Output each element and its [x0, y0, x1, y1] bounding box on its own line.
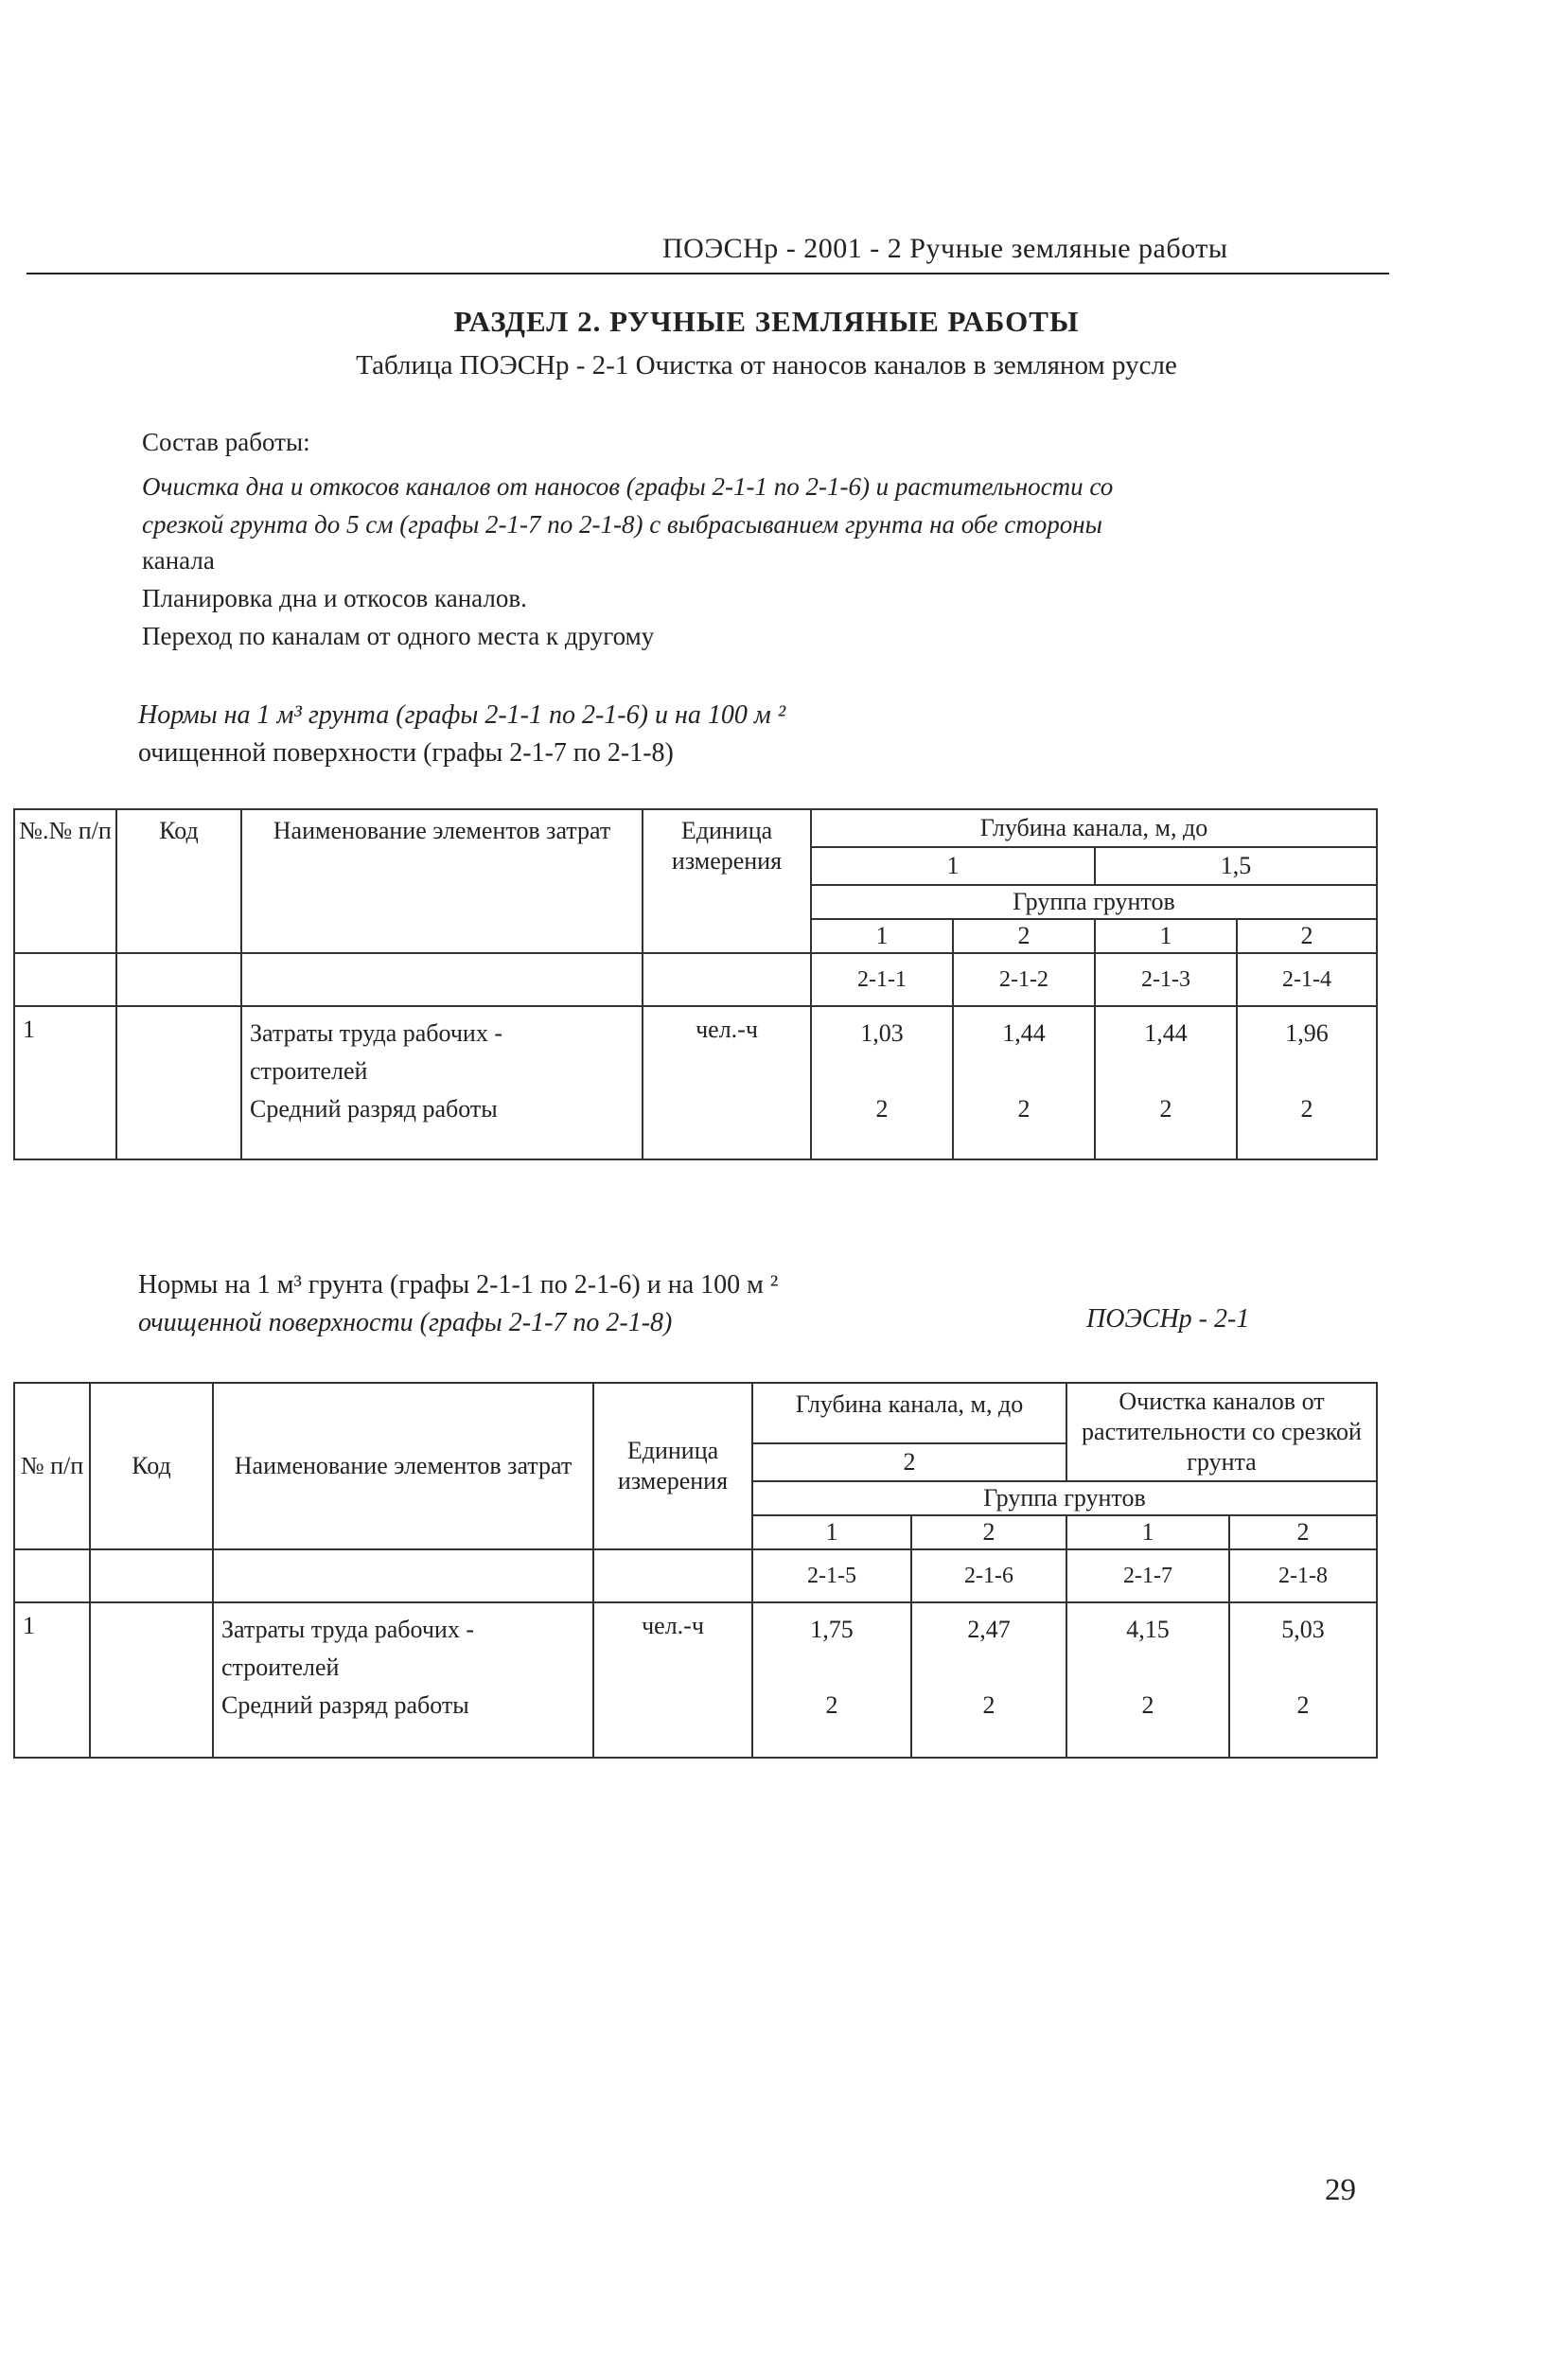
row-num: 1	[14, 1006, 116, 1159]
row-name-line: строителей	[221, 1654, 340, 1681]
col-header-name: Наименование элементов затрат	[213, 1383, 593, 1549]
column-code: 2-1-3	[1095, 953, 1237, 1006]
labor-value: 1,44	[1002, 1019, 1046, 1047]
table1-norms-line: Нормы на 1 м³ грунта (графы 2-1-1 по 2-1-6) и на 100 м ²	[138, 700, 786, 730]
row-value-cell	[1095, 1006, 1237, 1159]
grade-value: 2	[1017, 1095, 1031, 1123]
row-value-cell	[752, 1602, 911, 1758]
table2-code: ПОЭСНр - 2-1	[1086, 1304, 1250, 1334]
work-composition-line: канала	[142, 546, 215, 575]
row-value-cell	[911, 1602, 1066, 1758]
header-rule	[26, 273, 1389, 274]
section-title: РАЗДЕЛ 2. РУЧНЫЕ ЗЕМЛЯНЫЕ РАБОТЫ	[453, 305, 1080, 338]
labor-value: 2,47	[967, 1616, 1011, 1643]
depth-header: Глубина канала, м, до	[752, 1383, 1066, 1443]
row-code	[116, 1006, 241, 1159]
soil-group: 1	[811, 919, 953, 953]
table2-norms-line: Нормы на 1 м³ грунта (графы 2-1-1 по 2-1-6) и на 100 м ²	[138, 1270, 779, 1300]
soil-group: 1	[1066, 1515, 1229, 1549]
row-value-cell	[1066, 1602, 1229, 1758]
soil-group: 1	[752, 1515, 911, 1549]
table2-norms-line: очищенной поверхности (графы 2-1-7 по 2-1-8)	[138, 1308, 673, 1337]
row-value-cell	[1237, 1006, 1377, 1159]
soil-group: 2	[1237, 919, 1377, 953]
row-code	[90, 1602, 213, 1758]
row-value-cell	[811, 1006, 953, 1159]
depth-value: 2	[752, 1443, 1066, 1481]
column-code: 2-1-5	[752, 1549, 911, 1602]
col-header-code: Код	[116, 809, 241, 953]
row-name-line: Затраты труда рабочих -	[221, 1616, 474, 1643]
grade-value: 2	[1141, 1691, 1154, 1719]
row-name-line: Средний разряд работы	[250, 1095, 498, 1123]
grade-value: 2	[1300, 1095, 1313, 1123]
row-name	[213, 1602, 593, 1758]
row-name-line: Затраты труда рабочих -	[250, 1019, 502, 1047]
soil-group: 2	[1229, 1515, 1377, 1549]
table1-norms-line: очищенной поверхности (графы 2-1-7 по 2-1-8)	[138, 738, 674, 768]
labor-value: 1,75	[810, 1616, 854, 1643]
column-code: 2-1-6	[911, 1549, 1066, 1602]
column-code: 2-1-7	[1066, 1549, 1229, 1602]
work-composition-line: Переход по каналам от одного места к другому	[142, 622, 655, 650]
row-num: 1	[14, 1602, 90, 1758]
page-number: 29	[1325, 2173, 1356, 2207]
row-value-cell	[1229, 1602, 1377, 1758]
col-header-unit: Единица измерения	[643, 809, 811, 953]
soil-group: 2	[911, 1515, 1066, 1549]
col-header-num: № п/п	[14, 1383, 90, 1549]
soil-group: 1	[1095, 919, 1237, 953]
grade-value: 2	[1159, 1095, 1172, 1123]
labor-value: 1,03	[860, 1019, 904, 1047]
labor-value: 4,15	[1126, 1616, 1170, 1643]
row-name	[241, 1006, 643, 1159]
col-header-code: Код	[90, 1383, 213, 1549]
row-value-cell	[953, 1006, 1095, 1159]
soil-group: 2	[953, 919, 1095, 953]
col-header-name: Наименование элементов затрат	[241, 809, 643, 953]
column-code: 2-1-4	[1237, 953, 1377, 1006]
work-composition-line: Планировка дна и откосов каналов.	[142, 584, 527, 612]
work-composition-line: Очистка дна и откосов каналов от наносов (графы 2-1-1 по 2-1-6) и растительности со	[142, 472, 1114, 501]
grade-value: 2	[825, 1691, 838, 1719]
row-name-line: строителей	[250, 1057, 368, 1085]
table-title: Таблица ПОЭСНр - 2-1 Очистка от наносов каналов в земляном русле	[356, 350, 1177, 380]
col-header-num: №.№ п/п	[14, 809, 116, 953]
depth-value: 1	[811, 847, 1095, 885]
grade-value: 2	[875, 1095, 889, 1123]
running-header: ПОЭСНр - 2001 - 2 Ручные земляные работы	[662, 233, 1228, 264]
depth-value: 1,5	[1095, 847, 1377, 885]
col-header-unit: Единица измерения	[593, 1383, 752, 1549]
cleaning-header: Очистка каналов от растительности со срезкой грунта	[1066, 1383, 1377, 1481]
column-code: 2-1-2	[953, 953, 1095, 1006]
work-composition-line: срезкой грунта до 5 см (графы 2-1-7 по 2-1-8) с выбрасыванием грунта на обе стороны	[142, 510, 1102, 539]
labor-value: 1,44	[1144, 1019, 1188, 1047]
soil-group-header: Группа грунтов	[752, 1481, 1377, 1515]
row-unit: чел.-ч	[643, 1006, 811, 1159]
norms-table-1	[13, 808, 1378, 1160]
labor-value: 5,03	[1281, 1616, 1325, 1643]
norms-table-2	[13, 1382, 1378, 1759]
soil-group-header: Группа грунтов	[811, 885, 1377, 919]
column-code: 2-1-8	[1229, 1549, 1377, 1602]
row-name-line: Средний разряд работы	[221, 1691, 469, 1719]
depth-header: Глубина канала, м, до	[811, 809, 1377, 847]
work-composition-heading: Состав работы:	[142, 428, 310, 456]
column-code: 2-1-1	[811, 953, 953, 1006]
grade-value: 2	[1296, 1691, 1310, 1719]
labor-value: 1,96	[1285, 1019, 1329, 1047]
row-unit: чел.-ч	[593, 1602, 752, 1758]
grade-value: 2	[982, 1691, 995, 1719]
